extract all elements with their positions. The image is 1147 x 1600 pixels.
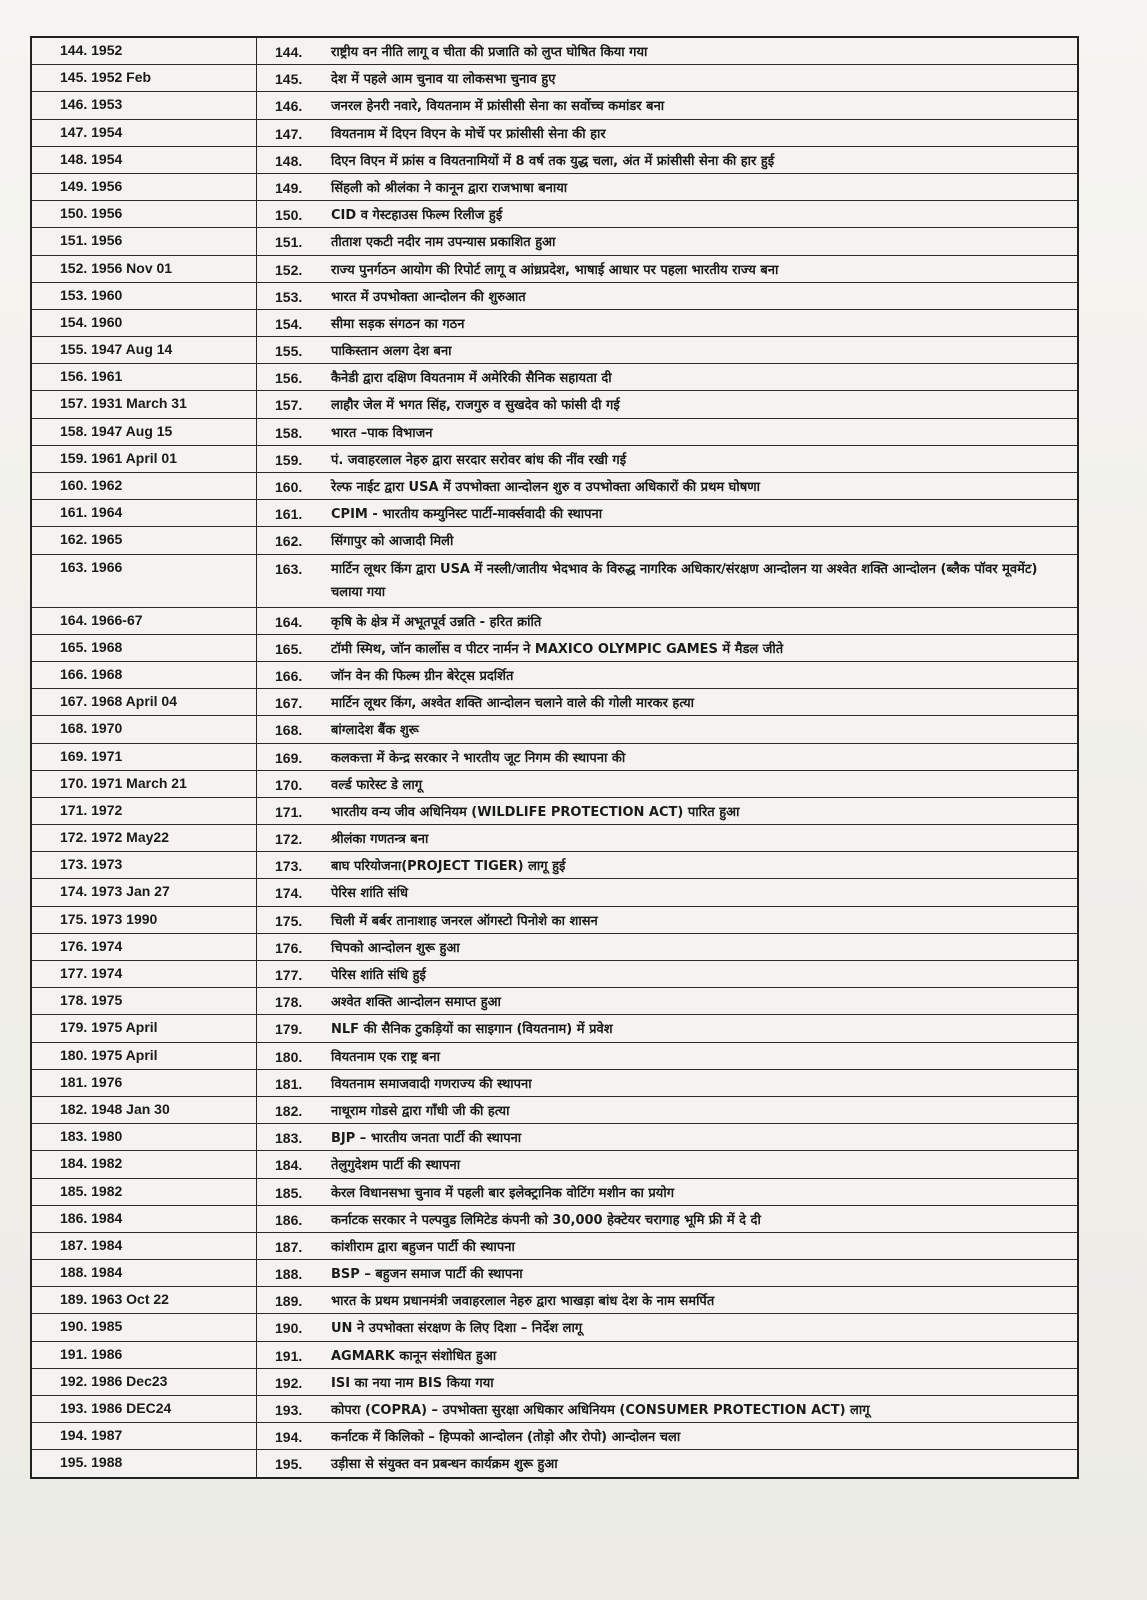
table-row: [32, 1287, 1077, 1314]
date-cell: 149. 1956: [32, 174, 257, 200]
event-text: पं. जवाहरलाल नेहरु द्वारा सरदार सरोवर बांध की नींव रखी गई: [331, 452, 627, 468]
table-row: [32, 1151, 1077, 1178]
table-row: [32, 961, 1077, 988]
event-cell: [257, 473, 1077, 499]
event-text: सिंहली को श्रीलंका ने कानून द्वारा राजभाषा बनाया: [331, 180, 568, 196]
date-cell: 157. 1931 March 31: [32, 391, 257, 417]
event-number: 154.: [275, 315, 303, 332]
date-cell: 171. 1972: [32, 798, 257, 824]
date-cell: 144. 1952: [32, 38, 257, 64]
event-number: 169.: [275, 749, 303, 766]
table-row: [32, 1070, 1077, 1097]
date-cell: 173. 1973: [32, 852, 257, 878]
date-cell: 182. 1948 Jan 30: [32, 1097, 257, 1123]
timeline-table: [30, 36, 1079, 1479]
event-number: 188.: [275, 1266, 303, 1283]
date-cell: 146. 1953: [32, 92, 257, 118]
date-cell: 172. 1972 May22: [32, 825, 257, 851]
date-cell: 162. 1965: [32, 527, 257, 553]
event-cell: [257, 92, 1077, 118]
date-cell: 148. 1954: [32, 147, 257, 173]
event-cell: [257, 1260, 1077, 1286]
date-cell: 183. 1980: [32, 1124, 257, 1150]
table-row: [32, 689, 1077, 716]
event-text: वियतनाम में दिएन विएन के मोर्चे पर फ्रांसीसी सेना की हार: [331, 126, 606, 142]
date-cell: 186. 1984: [32, 1206, 257, 1232]
event-text: भारत –पाक विभाजन: [331, 425, 433, 441]
event-text: भारत में उपभोक्ता आन्दोलन की शुरुआत: [331, 289, 526, 305]
table-row: [32, 1015, 1077, 1042]
event-text: भारत के प्रथम प्रधानमंत्री जवाहरलाल नेहरु द्वारा भाखड़ा बांध देश के नाम समर्पित: [331, 1294, 715, 1310]
event-cell: [257, 310, 1077, 336]
table-row: [32, 988, 1077, 1015]
date-cell: 180. 1975 April: [32, 1043, 257, 1069]
table-row: [32, 38, 1077, 65]
event-number: 179.: [275, 1021, 303, 1038]
event-cell: [257, 337, 1077, 363]
date-cell: 161. 1964: [32, 500, 257, 526]
event-text: कांशीराम द्वारा बहुजन पार्टी की स्थापना: [331, 1239, 515, 1255]
event-cell: [257, 934, 1077, 960]
table-row: [32, 825, 1077, 852]
event-text: UN ने उपभोक्ता संरक्षण के लिए दिशा – निर्देश लागू: [331, 1321, 583, 1337]
event-cell: [257, 527, 1077, 553]
table-row: [32, 608, 1077, 635]
event-text: सिंगापुर को आजादी मिली: [331, 534, 454, 550]
date-cell: 177. 1974: [32, 961, 257, 987]
date-cell: 166. 1968: [32, 662, 257, 688]
date-cell: 151. 1956: [32, 228, 257, 254]
event-number: 183.: [275, 1130, 303, 1147]
table-row: [32, 147, 1077, 174]
table-row: [32, 310, 1077, 337]
date-cell: 159. 1961 April 01: [32, 446, 257, 472]
event-cell: [257, 1151, 1077, 1177]
event-cell: [257, 1206, 1077, 1232]
event-cell: [257, 662, 1077, 688]
event-text: मार्टिन लूथर किंग द्वारा USA में नस्ली/जातीय भेदभाव के विरुद्ध नागरिक अधिकार/संरक्षण आन्दोलन या अश्वेत शक्ति आन्दोलन (ब्लैक पॉवर मूवमेंट) चलाया गया: [331, 561, 1038, 600]
table-row: [32, 852, 1077, 879]
event-cell: [257, 689, 1077, 715]
event-cell: [257, 201, 1077, 227]
event-text: तेलुगुदेशम पार्टी की स्थापना: [331, 1158, 461, 1174]
event-cell: [257, 608, 1077, 634]
table-row: [32, 92, 1077, 119]
table-row: [32, 1423, 1077, 1450]
event-cell: [257, 283, 1077, 309]
event-number: 194.: [275, 1429, 303, 1446]
table-row: [32, 283, 1077, 310]
table-row: [32, 473, 1077, 500]
date-cell: 193. 1986 DEC24: [32, 1396, 257, 1422]
table-row: [32, 934, 1077, 961]
date-cell: 145. 1952 Feb: [32, 65, 257, 91]
table-row: [32, 120, 1077, 147]
event-number: 185.: [275, 1184, 303, 1201]
date-cell: 189. 1963 Oct 22: [32, 1287, 257, 1313]
event-number: 158.: [275, 424, 303, 441]
table-row: [32, 228, 1077, 255]
event-number: 175.: [275, 912, 303, 929]
event-text: वियतनाम एक राष्ट्र बना: [331, 1049, 440, 1065]
event-cell: [257, 988, 1077, 1014]
event-number: 166.: [275, 667, 303, 684]
event-number: 156.: [275, 370, 303, 387]
date-cell: 176. 1974: [32, 934, 257, 960]
event-text: जनरल हेनरी नवारे, वियतनाम में फ्रांसीसी सेना का सर्वोच्च कमांडर बना: [331, 99, 665, 115]
event-text: पेरिस शांति संधि हुई: [331, 968, 426, 983]
event-number: 176.: [275, 939, 303, 956]
event-number: 182.: [275, 1102, 303, 1119]
event-text: दिएन विएन में फ्रांस व वियतनामियों में 8 वर्ष तक युद्ध चला, अंत में फ्रांसीसी सेना की हार हुई: [331, 153, 775, 169]
date-cell: 190. 1985: [32, 1314, 257, 1340]
event-cell: [257, 907, 1077, 933]
event-cell: [257, 364, 1077, 390]
event-cell: [257, 1179, 1077, 1205]
event-cell: [257, 961, 1077, 987]
event-text: श्रीलंका गणतन्त्र बना: [331, 832, 429, 848]
date-cell: 174. 1973 Jan 27: [32, 879, 257, 905]
event-number: 148.: [275, 152, 303, 169]
table-row: [32, 555, 1077, 608]
event-text: AGMARK कानून संशोधित हुआ: [331, 1348, 497, 1364]
date-cell: 155. 1947 Aug 14: [32, 337, 257, 363]
date-cell: 169. 1971: [32, 744, 257, 770]
event-cell: [257, 1287, 1077, 1313]
event-number: 151.: [275, 234, 303, 251]
event-number: 186.: [275, 1211, 303, 1228]
event-text: जॉन वेन की फिल्म ग्रीन बेरेट्स प्रदर्शित: [331, 668, 514, 684]
date-cell: 150. 1956: [32, 201, 257, 227]
event-number: 144.: [275, 44, 303, 60]
table-row: [32, 1097, 1077, 1124]
event-cell: [257, 391, 1077, 417]
event-cell: [257, 1124, 1077, 1150]
table-row: [32, 446, 1077, 473]
event-text: नाथूराम गोडसे द्वारा गाँधी जी की हत्या: [331, 1103, 510, 1119]
event-text: CID व गेस्टहाउस फिल्म रिलीज हुई: [331, 208, 503, 224]
event-number: 157.: [275, 397, 303, 414]
date-cell: 188. 1984: [32, 1260, 257, 1286]
date-cell: 179. 1975 April: [32, 1015, 257, 1041]
date-cell: 167. 1968 April 04: [32, 689, 257, 715]
table-row: [32, 1233, 1077, 1260]
date-cell: 181. 1976: [32, 1070, 257, 1096]
event-number: 191.: [275, 1347, 303, 1364]
event-number: 164.: [275, 613, 303, 630]
event-text: राष्ट्रीय वन नीति लागू व चीता की प्रजाति को लुप्त घोषित किया गया: [331, 45, 648, 60]
table-row: [32, 635, 1077, 662]
event-cell: [257, 1233, 1077, 1259]
date-cell: 178. 1975: [32, 988, 257, 1014]
event-cell: [257, 635, 1077, 661]
date-cell: 165. 1968: [32, 635, 257, 661]
event-text: तीताश एकटी नदीर नाम उपन्यास प्रकाशित हुआ: [331, 235, 556, 251]
event-text: टॉमी स्मिथ, जॉन कार्लोस व पीटर नार्मन ने MAXICO OLYMPIC GAMES में मैडल जीते: [331, 641, 784, 657]
date-cell: 154. 1960: [32, 310, 257, 336]
event-number: 173.: [275, 858, 303, 875]
event-text: चिपको आन्दोलन शुरू हुआ: [331, 940, 460, 956]
event-number: 163.: [275, 560, 303, 577]
event-number: 161.: [275, 506, 303, 523]
event-number: 181.: [275, 1075, 303, 1092]
event-cell: [257, 798, 1077, 824]
event-text: कर्नाटक में किलिको – हिप्पको आन्दोलन (तोड़ो और रोपो) आन्दोलन चला: [331, 1430, 681, 1446]
date-cell: 168. 1970: [32, 716, 257, 742]
event-cell: [257, 1097, 1077, 1123]
event-cell: [257, 228, 1077, 254]
event-text: कैनेडी द्वारा दक्षिण वियतनाम में अमेरिकी सैनिक सहायता दी: [331, 371, 612, 387]
table-row: [32, 798, 1077, 825]
date-cell: 153. 1960: [32, 283, 257, 309]
event-cell: [257, 147, 1077, 173]
event-number: 165.: [275, 640, 303, 657]
event-text: चिली में बर्बर तानाशाह जनरल ऑगस्टो पिनोशे का शासन: [331, 913, 598, 929]
date-cell: 175. 1973 1990: [32, 907, 257, 933]
event-cell: [257, 1369, 1077, 1395]
event-cell: [257, 1396, 1077, 1422]
table-row: [32, 256, 1077, 283]
date-cell: 164. 1966-67: [32, 608, 257, 634]
event-text: कर्नाटक सरकार ने पल्पवुड लिमिटेड कंपनी को 30,000 हेक्टेयर चरागाह भूमि फ्री में दे दी: [331, 1212, 761, 1228]
event-cell: [257, 256, 1077, 282]
event-text: कलकत्ता में केन्द्र सरकार ने भारतीय जूट निगम की स्थापना की: [331, 750, 626, 766]
event-text: पाकिस्तान अलग देश बना: [331, 344, 452, 360]
event-number: 155.: [275, 343, 303, 360]
date-cell: 187. 1984: [32, 1233, 257, 1259]
event-number: 159.: [275, 451, 303, 468]
event-text: CPIM - भारतीय कम्युनिस्ट पार्टी-मार्क्सवादी की स्थापना: [331, 507, 603, 523]
event-text: लाहौर जेल में भगत सिंह, राजगुरु व सुखदेव को फांसी दी गई: [331, 398, 620, 414]
event-text: कोपरा (COPRA) – उपभोक्ता सुरक्षा अधिकार अधिनियम (CONSUMER PROTECTION ACT) लागू: [331, 1403, 870, 1418]
event-number: 172.: [275, 831, 303, 848]
event-cell: [257, 716, 1077, 742]
event-number: 192.: [275, 1374, 303, 1391]
event-number: 153.: [275, 288, 303, 305]
table-row: [32, 1124, 1077, 1151]
event-text: बाघ परियोजना(PROJECT TIGER) लागू हुई: [331, 859, 566, 875]
event-number: 145.: [275, 71, 303, 88]
date-cell: 191. 1986: [32, 1342, 257, 1368]
table-row: [32, 1342, 1077, 1369]
event-number: 171.: [275, 803, 303, 820]
table-row: [32, 419, 1077, 446]
event-number: 189.: [275, 1293, 303, 1310]
event-cell: [257, 120, 1077, 146]
table-row: [32, 1314, 1077, 1341]
date-cell: 185. 1982: [32, 1179, 257, 1205]
event-number: 187.: [275, 1238, 303, 1255]
table-row: [32, 201, 1077, 228]
event-cell: [257, 879, 1077, 905]
event-number: 170.: [275, 776, 303, 793]
event-cell: [257, 419, 1077, 445]
table-row: [32, 662, 1077, 689]
event-text: रेल्फ नाईट द्वारा USA में उपभोक्ता आन्दोलन शुरु व उपभोक्ता अधिकारों की प्रथम घोषणा: [331, 480, 761, 495]
date-cell: 195. 1988: [32, 1450, 257, 1476]
event-number: 177.: [275, 967, 303, 983]
event-cell: [257, 38, 1077, 64]
event-cell: [257, 1070, 1077, 1096]
table-row: [32, 744, 1077, 771]
event-number: 195.: [275, 1456, 303, 1473]
event-text: ISI का नया नाम BIS किया गया: [331, 1375, 494, 1391]
table-row: [32, 1260, 1077, 1287]
event-number: 174.: [275, 885, 303, 902]
event-cell: [257, 852, 1077, 878]
table-row: [32, 527, 1077, 554]
date-cell: 170. 1971 March 21: [32, 771, 257, 797]
event-cell: [257, 500, 1077, 526]
event-number: 162.: [275, 533, 303, 550]
event-cell: [257, 1015, 1077, 1041]
event-cell: [257, 744, 1077, 770]
date-cell: 163. 1966: [32, 555, 257, 607]
event-number: 150.: [275, 207, 303, 224]
event-text: केरल विधानसभा चुनाव में पहली बार इलेक्ट्रानिक वोटिंग मशीन का प्रयोग: [331, 1185, 675, 1201]
table-row: [32, 1043, 1077, 1070]
table-row: [32, 500, 1077, 527]
event-text: भारतीय वन्य जीव अधिनियम (WILDLIFE PROTECTION ACT) पारित हुआ: [331, 804, 740, 820]
event-text: अश्वेत शक्ति आन्दोलन समाप्त हुआ: [331, 995, 501, 1011]
event-cell: [257, 65, 1077, 91]
table-row: [32, 391, 1077, 418]
table-row: [32, 1369, 1077, 1396]
event-cell: [257, 1342, 1077, 1368]
event-text: कृषि के क्षेत्र में अभूतपूर्व उन्नति - हरित क्रांति: [331, 614, 542, 630]
event-text: बांग्लादेश बैंक शुरू: [331, 723, 419, 739]
event-number: 180.: [275, 1048, 303, 1065]
table-row: [32, 337, 1077, 364]
event-cell: [257, 825, 1077, 851]
event-number: 184.: [275, 1157, 303, 1174]
event-number: 190.: [275, 1320, 303, 1337]
table-row: [32, 771, 1077, 798]
event-text: सीमा सड़क संगठन का गठन: [331, 316, 465, 332]
event-text: वियतनाम समाजवादी गणराज्य की स्थापना: [331, 1076, 532, 1092]
date-cell: 192. 1986 Dec23: [32, 1369, 257, 1395]
event-text: BSP – बहुजन समाज पार्टी की स्थापना: [331, 1267, 523, 1283]
event-number: 152.: [275, 261, 303, 278]
event-number: 167.: [275, 695, 303, 712]
table-row: [32, 907, 1077, 934]
date-cell: 184. 1982: [32, 1151, 257, 1177]
table-row: [32, 1206, 1077, 1233]
event-number: 160.: [275, 479, 303, 495]
table-row: [32, 364, 1077, 391]
event-text: उड़ीसा से संयुक्त वन प्रबन्धन कार्यक्रम शुरू हुआ: [331, 1457, 558, 1473]
event-text: NLF की सैनिक टुकड़ियों का साइगान (वियतनाम) में प्रवेश: [331, 1022, 613, 1038]
event-cell: [257, 771, 1077, 797]
event-cell: [257, 174, 1077, 200]
table-row: [32, 1450, 1077, 1476]
event-cell: [257, 446, 1077, 472]
event-number: 149.: [275, 179, 303, 196]
table-row: [32, 879, 1077, 906]
date-cell: 158. 1947 Aug 15: [32, 419, 257, 445]
event-number: 147.: [275, 125, 303, 142]
event-text: मार्टिन लूथर किंग, अश्वेत शक्ति आन्दोलन चलाने वाले की गोली मारकर हत्या: [331, 696, 695, 712]
event-number: 178.: [275, 994, 303, 1011]
event-cell: [257, 1423, 1077, 1449]
date-cell: 160. 1962: [32, 473, 257, 499]
event-text: राज्य पुनर्गठन आयोग की रिपोर्ट लागू व आंध्रप्रदेश, भाषाई आधार पर पहला भारतीय राज्य बना: [331, 262, 779, 278]
date-cell: 147. 1954: [32, 120, 257, 146]
event-text: देश में पहले आम चुनाव या लोकसभा चुनाव हुए: [331, 72, 556, 88]
event-text: BJP – भारतीय जनता पार्टी की स्थापना: [331, 1131, 522, 1147]
date-cell: 194. 1987: [32, 1423, 257, 1449]
event-cell: [257, 1314, 1077, 1340]
event-cell: [257, 555, 1077, 607]
table-row: [32, 174, 1077, 201]
table-row: [32, 1179, 1077, 1206]
date-cell: 156. 1961: [32, 364, 257, 390]
table-row: [32, 1396, 1077, 1423]
table-row: [32, 65, 1077, 92]
event-number: 193.: [275, 1402, 303, 1418]
date-cell: 152. 1956 Nov 01: [32, 256, 257, 282]
event-cell: [257, 1450, 1077, 1476]
table-row: [32, 716, 1077, 743]
event-text: वर्ल्ड फारेस्ट डे लागू: [331, 777, 423, 793]
event-number: 168.: [275, 722, 303, 739]
event-cell: [257, 1043, 1077, 1069]
event-number: 146.: [275, 98, 303, 115]
event-text: पेरिस शांति संधि: [331, 886, 409, 902]
